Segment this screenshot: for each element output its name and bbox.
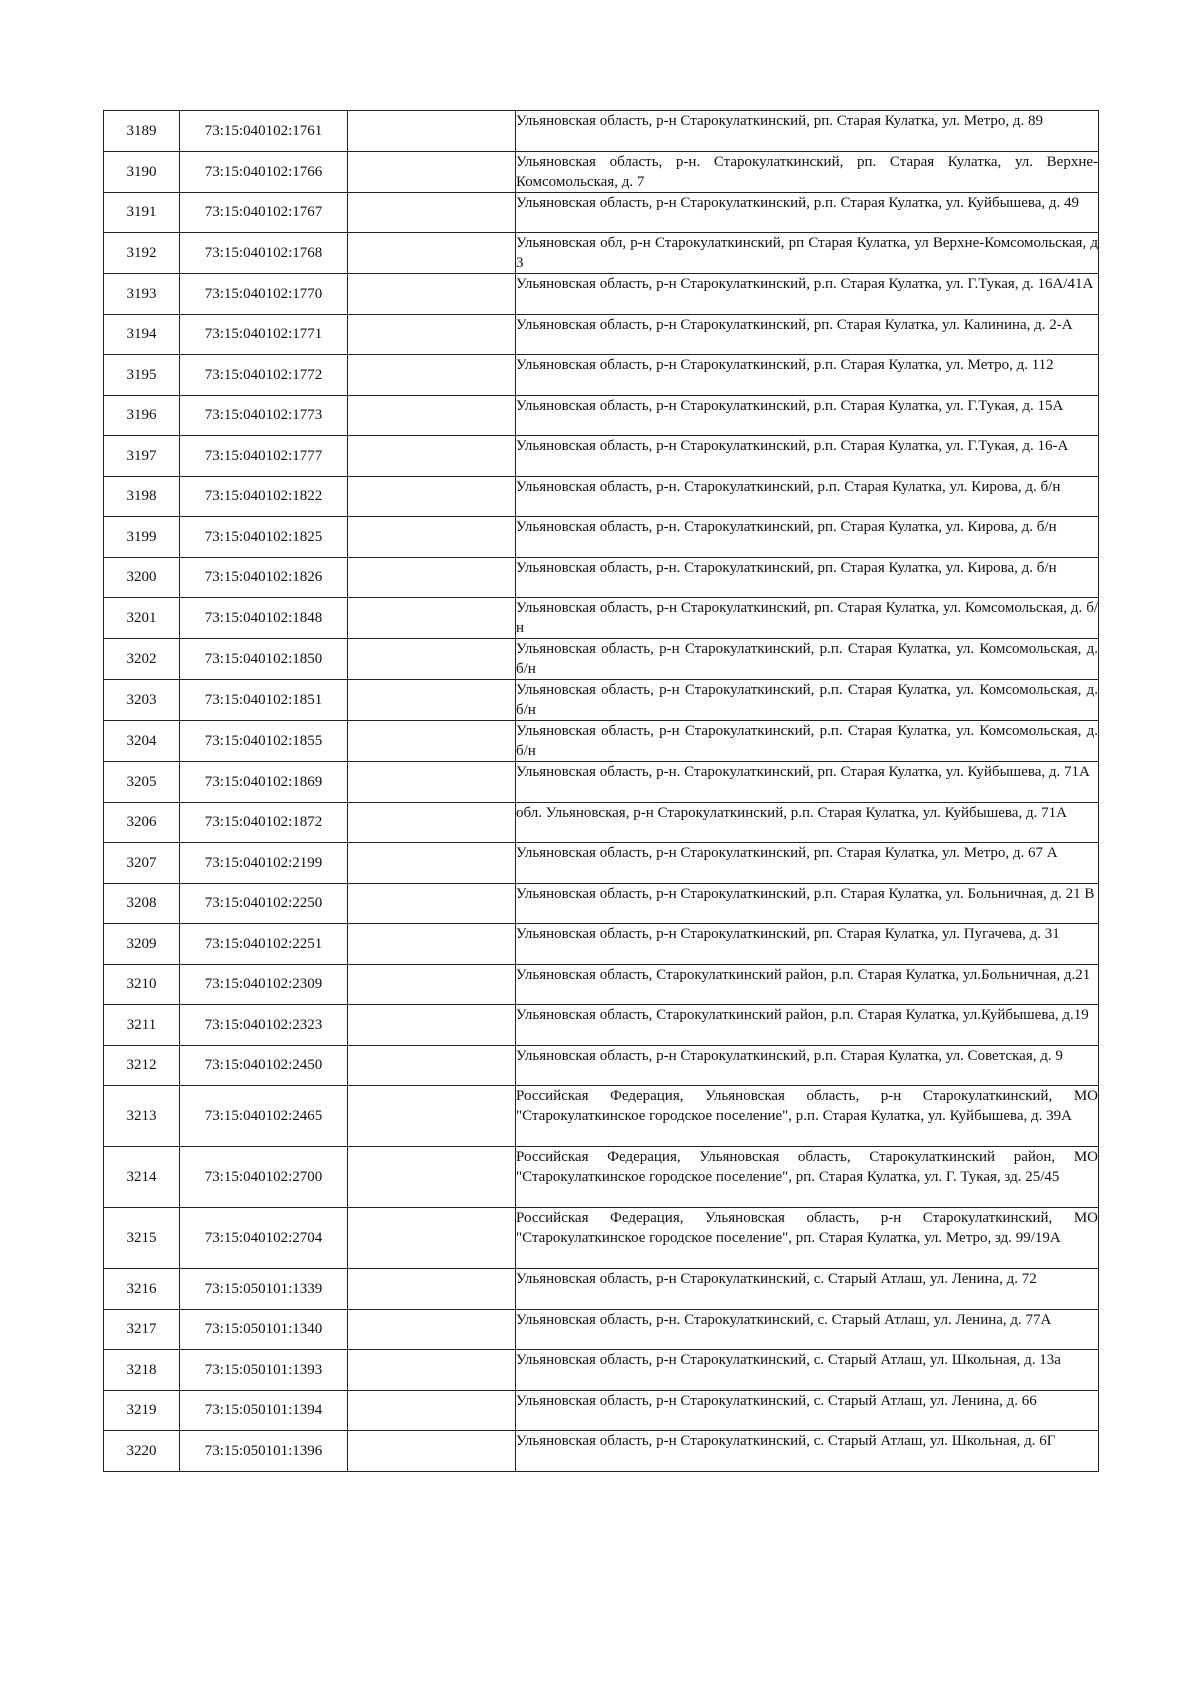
empty-cell bbox=[348, 843, 516, 884]
cadastral-number-cell: 73:15:040102:2251 bbox=[180, 924, 348, 965]
cadastral-number-cell: 73:15:040102:1855 bbox=[180, 721, 348, 762]
empty-cell bbox=[348, 1309, 516, 1350]
row-number-cell: 3203 bbox=[104, 680, 180, 721]
address-cell: Ульяновская область, р-н Старокулаткинский, р.п. Старая Кулатка, ул. Г.Тукая, д. 16-А bbox=[516, 436, 1099, 477]
table-row bbox=[104, 233, 1099, 274]
registry-table-body bbox=[104, 111, 1099, 1472]
address-cell: Ульяновская область, р-н Старокулаткинский, рп. Старая Кулатка, ул. Комсомольская, д. б/н bbox=[516, 598, 1099, 639]
cadastral-number-cell: 73:15:040102:2704 bbox=[180, 1208, 348, 1269]
table-row bbox=[104, 1269, 1099, 1310]
row-number-cell: 3214 bbox=[104, 1147, 180, 1208]
empty-cell bbox=[348, 355, 516, 396]
cadastral-number-cell: 73:15:040102:1767 bbox=[180, 192, 348, 233]
address-cell: Ульяновская область, р-н Старокулаткинский, рп. Старая Кулатка, ул. Метро, д. 89 bbox=[516, 111, 1099, 152]
table-row bbox=[104, 680, 1099, 721]
empty-cell bbox=[348, 395, 516, 436]
property-registry-table bbox=[103, 110, 1099, 1472]
table-row bbox=[104, 557, 1099, 598]
row-number-cell: 3206 bbox=[104, 802, 180, 843]
table-row bbox=[104, 1005, 1099, 1046]
table-row bbox=[104, 1350, 1099, 1391]
table-row bbox=[104, 314, 1099, 355]
empty-cell bbox=[348, 1390, 516, 1431]
table-row bbox=[104, 1086, 1099, 1147]
empty-cell bbox=[348, 436, 516, 477]
cadastral-number-cell: 73:15:050101:1396 bbox=[180, 1431, 348, 1472]
empty-cell bbox=[348, 557, 516, 598]
row-number-cell: 3190 bbox=[104, 151, 180, 192]
empty-cell bbox=[348, 924, 516, 965]
address-cell: Ульяновская обл, р-н Старокулаткинский, рп Старая Кулатка, ул Верхне-Комсомольская, д 3 bbox=[516, 233, 1099, 274]
address-cell: Ульяновская область, р-н Старокулаткинский, рп. Старая Кулатка, ул. Пугачева, д. 31 bbox=[516, 924, 1099, 965]
address-cell: Ульяновская область, р-н Старокулаткинский, с. Старый Атлаш, ул. Школьная, д. 6Г bbox=[516, 1431, 1099, 1472]
row-number-cell: 3219 bbox=[104, 1390, 180, 1431]
row-number-cell: 3205 bbox=[104, 762, 180, 803]
row-number-cell: 3201 bbox=[104, 598, 180, 639]
table-row bbox=[104, 395, 1099, 436]
address-cell: Ульяновская область, р-н Старокулаткинский, р.п. Старая Кулатка, ул. Советская, д. 9 bbox=[516, 1045, 1099, 1086]
table-row bbox=[104, 1045, 1099, 1086]
row-number-cell: 3192 bbox=[104, 233, 180, 274]
table-row bbox=[104, 843, 1099, 884]
row-number-cell: 3197 bbox=[104, 436, 180, 477]
address-cell: Ульяновская область, р-н Старокулаткинский, р.п. Старая Кулатка, ул. Г.Тукая, д. 15А bbox=[516, 395, 1099, 436]
row-number-cell: 3207 bbox=[104, 843, 180, 884]
address-cell: Ульяновская область, Старокулаткинский район, р.п. Старая Кулатка, ул.Больничная, д.21 bbox=[516, 964, 1099, 1005]
table-row bbox=[104, 1431, 1099, 1472]
address-cell: Ульяновская область, р-н Старокулаткинский, р.п. Старая Кулатка, ул. Куйбышева, д. 49 bbox=[516, 192, 1099, 233]
cadastral-number-cell: 73:15:040102:1772 bbox=[180, 355, 348, 396]
address-cell: Ульяновская область, р-н Старокулаткинский, р.п. Старая Кулатка, ул. Метро, д. 112 bbox=[516, 355, 1099, 396]
cadastral-number-cell: 73:15:040102:1869 bbox=[180, 762, 348, 803]
row-number-cell: 3199 bbox=[104, 517, 180, 558]
empty-cell bbox=[348, 883, 516, 924]
cadastral-number-cell: 73:15:040102:1822 bbox=[180, 476, 348, 517]
cadastral-number-cell: 73:15:050101:1340 bbox=[180, 1309, 348, 1350]
cadastral-number-cell: 73:15:040102:2700 bbox=[180, 1147, 348, 1208]
row-number-cell: 3212 bbox=[104, 1045, 180, 1086]
row-number-cell: 3194 bbox=[104, 314, 180, 355]
cadastral-number-cell: 73:15:040102:2199 bbox=[180, 843, 348, 884]
row-number-cell: 3202 bbox=[104, 639, 180, 680]
address-cell: Ульяновская область, р-н Старокулаткинский, рп. Старая Кулатка, ул. Калинина, д. 2-А bbox=[516, 314, 1099, 355]
table-row bbox=[104, 883, 1099, 924]
row-number-cell: 3213 bbox=[104, 1086, 180, 1147]
cadastral-number-cell: 73:15:040102:1825 bbox=[180, 517, 348, 558]
empty-cell bbox=[348, 151, 516, 192]
empty-cell bbox=[348, 1269, 516, 1310]
cadastral-number-cell: 73:15:040102:1773 bbox=[180, 395, 348, 436]
address-cell: Ульяновская область, р-н. Старокулаткинский, р.п. Старая Кулатка, ул. Кирова, д. б/н bbox=[516, 476, 1099, 517]
cadastral-number-cell: 73:15:040102:1848 bbox=[180, 598, 348, 639]
cadastral-number-cell: 73:15:050101:1393 bbox=[180, 1350, 348, 1391]
row-number-cell: 3210 bbox=[104, 964, 180, 1005]
empty-cell bbox=[348, 1045, 516, 1086]
empty-cell bbox=[348, 680, 516, 721]
address-cell: Ульяновская область, р-н Старокулаткинский, р.п. Старая Кулатка, ул. Больничная, д. 21 В bbox=[516, 883, 1099, 924]
table-row bbox=[104, 476, 1099, 517]
table-row bbox=[104, 964, 1099, 1005]
address-cell: Ульяновская область, р-н Старокулаткинский, с. Старый Атлаш, ул. Ленина, д. 66 bbox=[516, 1390, 1099, 1431]
address-cell: Ульяновская область, р-н Старокулаткинский, с. Старый Атлаш, ул. Ленина, д. 72 bbox=[516, 1269, 1099, 1310]
cadastral-number-cell: 73:15:040102:1768 bbox=[180, 233, 348, 274]
table-row bbox=[104, 517, 1099, 558]
table-row bbox=[104, 639, 1099, 680]
address-cell: Ульяновская область, р-н. Старокулаткинский, рп. Старая Кулатка, ул. Кирова, д. б/н bbox=[516, 557, 1099, 598]
address-cell: Ульяновская область, р-н. Старокулаткинский, рп. Старая Кулатка, ул. Верхне-Комсомольская, д. 7 bbox=[516, 151, 1099, 192]
empty-cell bbox=[348, 1086, 516, 1147]
empty-cell bbox=[348, 517, 516, 558]
table-row bbox=[104, 151, 1099, 192]
empty-cell bbox=[348, 192, 516, 233]
address-cell: Ульяновская область, р-н. Старокулаткинский, рп. Старая Кулатка, ул. Куйбышева, д. 71А bbox=[516, 762, 1099, 803]
row-number-cell: 3195 bbox=[104, 355, 180, 396]
row-number-cell: 3215 bbox=[104, 1208, 180, 1269]
table-row bbox=[104, 762, 1099, 803]
empty-cell bbox=[348, 1431, 516, 1472]
row-number-cell: 3218 bbox=[104, 1350, 180, 1391]
row-number-cell: 3189 bbox=[104, 111, 180, 152]
row-number-cell: 3211 bbox=[104, 1005, 180, 1046]
table-row bbox=[104, 1147, 1099, 1208]
empty-cell bbox=[348, 598, 516, 639]
row-number-cell: 3200 bbox=[104, 557, 180, 598]
empty-cell bbox=[348, 721, 516, 762]
cadastral-number-cell: 73:15:040102:1771 bbox=[180, 314, 348, 355]
cadastral-number-cell: 73:15:040102:1826 bbox=[180, 557, 348, 598]
empty-cell bbox=[348, 639, 516, 680]
address-cell: Ульяновская область, Старокулаткинский район, р.п. Старая Кулатка, ул.Куйбышева, д.19 bbox=[516, 1005, 1099, 1046]
empty-cell bbox=[348, 1005, 516, 1046]
table-row bbox=[104, 1309, 1099, 1350]
empty-cell bbox=[348, 964, 516, 1005]
row-number-cell: 3217 bbox=[104, 1309, 180, 1350]
empty-cell bbox=[348, 233, 516, 274]
empty-cell bbox=[348, 314, 516, 355]
cadastral-number-cell: 73:15:050101:1339 bbox=[180, 1269, 348, 1310]
cadastral-number-cell: 73:15:040102:2465 bbox=[180, 1086, 348, 1147]
cadastral-number-cell: 73:15:040102:2250 bbox=[180, 883, 348, 924]
address-cell: Ульяновская область, р-н Старокулаткинский, р.п. Старая Кулатка, ул. Комсомольская, д. б/н bbox=[516, 639, 1099, 680]
row-number-cell: 3198 bbox=[104, 476, 180, 517]
address-cell: Ульяновская область, р-н Старокулаткинский, р.п. Старая Кулатка, ул. Г.Тукая, д. 16А/41А bbox=[516, 274, 1099, 315]
row-number-cell: 3196 bbox=[104, 395, 180, 436]
empty-cell bbox=[348, 1147, 516, 1208]
table-row bbox=[104, 355, 1099, 396]
row-number-cell: 3209 bbox=[104, 924, 180, 965]
table-row bbox=[104, 1390, 1099, 1431]
address-cell: Ульяновская область, р-н Старокулаткинский, р.п. Старая Кулатка, ул. Комсомольская, д. б/н bbox=[516, 721, 1099, 762]
table-row bbox=[104, 192, 1099, 233]
row-number-cell: 3208 bbox=[104, 883, 180, 924]
cadastral-number-cell: 73:15:040102:1770 bbox=[180, 274, 348, 315]
cadastral-number-cell: 73:15:040102:1777 bbox=[180, 436, 348, 477]
table-row bbox=[104, 111, 1099, 152]
empty-cell bbox=[348, 1350, 516, 1391]
address-cell: Российская Федерация, Ульяновская область, Старокулаткинский район, МО "Старокулаткинское городское поселение", рп. Старая Кулатка, ул. Г. Тукая, зд. 25/45 bbox=[516, 1147, 1099, 1208]
table-row bbox=[104, 802, 1099, 843]
address-cell: Ульяновская область, р-н. Старокулаткинский, рп. Старая Кулатка, ул. Кирова, д. б/н bbox=[516, 517, 1099, 558]
address-cell: обл. Ульяновская, р-н Старокулаткинский, р.п. Старая Кулатка, ул. Куйбышева, д. 71А bbox=[516, 802, 1099, 843]
address-cell: Ульяновская область, р-н Старокулаткинский, с. Старый Атлаш, ул. Школьная, д. 13а bbox=[516, 1350, 1099, 1391]
table-row bbox=[104, 436, 1099, 477]
empty-cell bbox=[348, 802, 516, 843]
cadastral-number-cell: 73:15:040102:1872 bbox=[180, 802, 348, 843]
table-row bbox=[104, 924, 1099, 965]
address-cell: Ульяновская область, р-н Старокулаткинский, рп. Старая Кулатка, ул. Метро, д. 67 А bbox=[516, 843, 1099, 884]
table-row bbox=[104, 598, 1099, 639]
table-row bbox=[104, 1208, 1099, 1269]
cadastral-number-cell: 73:15:040102:2450 bbox=[180, 1045, 348, 1086]
table-row bbox=[104, 721, 1099, 762]
empty-cell bbox=[348, 274, 516, 315]
empty-cell bbox=[348, 1208, 516, 1269]
row-number-cell: 3193 bbox=[104, 274, 180, 315]
row-number-cell: 3204 bbox=[104, 721, 180, 762]
cadastral-number-cell: 73:15:040102:1766 bbox=[180, 151, 348, 192]
cadastral-number-cell: 73:15:040102:2309 bbox=[180, 964, 348, 1005]
address-cell: Российская Федерация, Ульяновская область, р-н Старокулаткинский, МО "Старокулаткинское городское поселение", р.п. Старая Кулатка, ул. Куйбышева, д. 39А bbox=[516, 1086, 1099, 1147]
empty-cell bbox=[348, 476, 516, 517]
cadastral-number-cell: 73:15:040102:2323 bbox=[180, 1005, 348, 1046]
cadastral-number-cell: 73:15:050101:1394 bbox=[180, 1390, 348, 1431]
address-cell: Российская Федерация, Ульяновская область, р-н Старокулаткинский, МО "Старокулаткинское городское поселение", рп. Старая Кулатка, ул. Метро, зд. 99/19А bbox=[516, 1208, 1099, 1269]
empty-cell bbox=[348, 111, 516, 152]
address-cell: Ульяновская область, р-н Старокулаткинский, р.п. Старая Кулатка, ул. Комсомольская, д. б/н bbox=[516, 680, 1099, 721]
cadastral-number-cell: 73:15:040102:1761 bbox=[180, 111, 348, 152]
row-number-cell: 3220 bbox=[104, 1431, 180, 1472]
address-cell: Ульяновская область, р-н. Старокулаткинский, с. Старый Атлаш, ул. Ленина, д. 77А bbox=[516, 1309, 1099, 1350]
row-number-cell: 3216 bbox=[104, 1269, 180, 1310]
row-number-cell: 3191 bbox=[104, 192, 180, 233]
empty-cell bbox=[348, 762, 516, 803]
cadastral-number-cell: 73:15:040102:1851 bbox=[180, 680, 348, 721]
cadastral-number-cell: 73:15:040102:1850 bbox=[180, 639, 348, 680]
table-row bbox=[104, 274, 1099, 315]
